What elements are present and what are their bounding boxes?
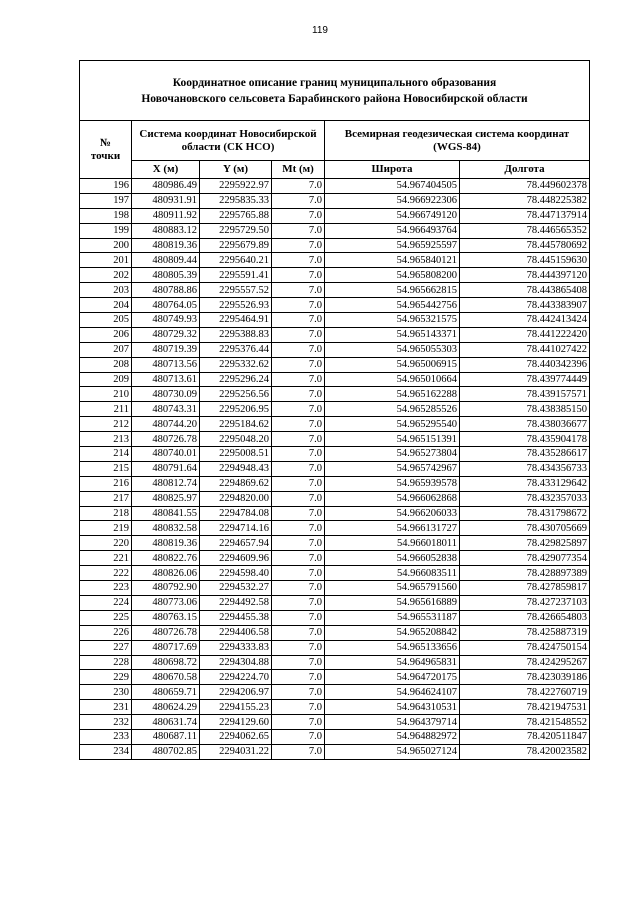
cell-longitude: 78.435904178 [460,432,590,447]
cell-x: 480624.29 [132,700,200,715]
cell-point-number: 216 [80,476,132,491]
cell-mt: 7.0 [272,357,325,372]
cell-longitude: 78.440342396 [460,357,590,372]
cell-longitude: 78.422760719 [460,685,590,700]
cell-mt: 7.0 [272,387,325,402]
table-row [80,372,590,387]
table-row [80,625,590,640]
cell-y: 2294492.58 [200,595,272,610]
cell-longitude: 78.445780692 [460,238,590,253]
table-row [80,670,590,685]
table-row [80,566,590,581]
table-row [80,551,590,566]
cell-y: 2295388.83 [200,327,272,342]
cell-point-number: 233 [80,729,132,744]
cell-y: 2294784.08 [200,506,272,521]
cell-x: 480763.15 [132,610,200,625]
cell-x: 480931.91 [132,193,200,208]
cell-x: 480659.71 [132,685,200,700]
cell-y: 2295008.51 [200,447,272,462]
cell-y: 2294532.27 [200,581,272,596]
title-line-2: Новочановского сельсовета Барабинского района Новосибирской области [141,92,528,105]
cell-latitude: 54.965010664 [325,372,460,387]
cell-latitude: 54.965208842 [325,625,460,640]
cell-latitude: 54.964379714 [325,715,460,730]
table-row [80,536,590,551]
cell-latitude: 54.965162288 [325,387,460,402]
cell-latitude: 54.966922306 [325,193,460,208]
cell-longitude: 78.426654803 [460,610,590,625]
cell-point-number: 200 [80,238,132,253]
cell-latitude: 54.966062868 [325,491,460,506]
cell-mt: 7.0 [272,327,325,342]
table-row [80,342,590,357]
cell-latitude: 54.967404505 [325,179,460,194]
cell-x: 480713.61 [132,372,200,387]
cell-y: 2295922.97 [200,179,272,194]
cell-point-number: 215 [80,461,132,476]
table-row [80,521,590,536]
cell-x: 480631.74 [132,715,200,730]
cell-point-number: 224 [80,595,132,610]
table-row [80,417,590,432]
cell-mt: 7.0 [272,700,325,715]
table-row [80,298,590,313]
cell-x: 480702.85 [132,744,200,759]
cell-longitude: 78.425887319 [460,625,590,640]
cell-longitude: 78.438036677 [460,417,590,432]
cell-point-number: 225 [80,610,132,625]
cell-mt: 7.0 [272,223,325,238]
table-row [80,387,590,402]
cell-point-number: 197 [80,193,132,208]
cell-point-number: 217 [80,491,132,506]
cell-x: 480822.76 [132,551,200,566]
cell-latitude: 54.965925597 [325,238,460,253]
cell-y: 2295296.24 [200,372,272,387]
cell-point-number: 205 [80,313,132,328]
cell-latitude: 54.966131727 [325,521,460,536]
table-row [80,729,590,744]
cell-point-number: 223 [80,581,132,596]
cell-y: 2294869.62 [200,476,272,491]
cell-mt: 7.0 [272,208,325,223]
cell-x: 480730.09 [132,387,200,402]
cell-mt: 7.0 [272,566,325,581]
table-row [80,313,590,328]
cell-x: 480825.97 [132,491,200,506]
cell-latitude: 54.965027124 [325,744,460,759]
table-row [80,744,590,759]
header-longitude: Долгота [460,161,590,179]
cell-x: 480749.93 [132,313,200,328]
cell-point-number: 213 [80,432,132,447]
cell-point-number: 212 [80,417,132,432]
cell-x: 480819.36 [132,536,200,551]
cell-mt: 7.0 [272,447,325,462]
cell-point-number: 198 [80,208,132,223]
cell-mt: 7.0 [272,283,325,298]
cell-point-number: 230 [80,685,132,700]
cell-y: 2295332.62 [200,357,272,372]
cell-mt: 7.0 [272,417,325,432]
cell-latitude: 54.965662815 [325,283,460,298]
cell-mt: 7.0 [272,179,325,194]
cell-y: 2294598.40 [200,566,272,581]
cell-latitude: 54.964965831 [325,655,460,670]
header-mt: Mt (м) [272,161,325,179]
cell-x: 480726.78 [132,432,200,447]
cell-latitude: 54.965939578 [325,476,460,491]
cell-latitude: 54.964720175 [325,670,460,685]
cell-point-number: 227 [80,640,132,655]
cell-longitude: 78.439774449 [460,372,590,387]
cell-point-number: 228 [80,655,132,670]
cell-point-number: 209 [80,372,132,387]
cell-point-number: 231 [80,700,132,715]
cell-latitude: 54.966749120 [325,208,460,223]
cell-x: 480740.01 [132,447,200,462]
cell-longitude: 78.434356733 [460,461,590,476]
cell-point-number: 214 [80,447,132,462]
cell-x: 480812.74 [132,476,200,491]
cell-mt: 7.0 [272,640,325,655]
table-row [80,283,590,298]
cell-y: 2295184.62 [200,417,272,432]
cell-longitude: 78.446565352 [460,223,590,238]
cell-longitude: 78.435286617 [460,447,590,462]
cell-x: 480832.58 [132,521,200,536]
table-row [80,461,590,476]
cell-mt: 7.0 [272,729,325,744]
cell-longitude: 78.439157571 [460,387,590,402]
cell-longitude: 78.424750154 [460,640,590,655]
table-row [80,447,590,462]
cell-y: 2295765.88 [200,208,272,223]
cell-y: 2295526.93 [200,298,272,313]
cell-x: 480713.56 [132,357,200,372]
cell-point-number: 210 [80,387,132,402]
table-row [80,595,590,610]
cell-y: 2294031.22 [200,744,272,759]
cell-point-number: 219 [80,521,132,536]
cell-x: 480792.90 [132,581,200,596]
cell-longitude: 78.427859817 [460,581,590,596]
cell-mt: 7.0 [272,610,325,625]
cell-y: 2295206.95 [200,402,272,417]
cell-longitude: 78.430705669 [460,521,590,536]
cell-x: 480687.11 [132,729,200,744]
cell-x: 480717.69 [132,640,200,655]
cell-mt: 7.0 [272,268,325,283]
cell-longitude: 78.429077354 [460,551,590,566]
cell-x: 480788.86 [132,283,200,298]
cell-mt: 7.0 [272,744,325,759]
cell-y: 2294206.97 [200,685,272,700]
cell-mt: 7.0 [272,193,325,208]
header-x: X (м) [132,161,200,179]
cell-mt: 7.0 [272,506,325,521]
cell-longitude: 78.447137914 [460,208,590,223]
cell-latitude: 54.965791560 [325,581,460,596]
cell-x: 480670.58 [132,670,200,685]
table-row [80,238,590,253]
cell-point-number: 232 [80,715,132,730]
cell-mt: 7.0 [272,253,325,268]
cell-longitude: 78.432357033 [460,491,590,506]
cell-y: 2294609.96 [200,551,272,566]
cell-latitude: 54.964624107 [325,685,460,700]
cell-longitude: 78.428897389 [460,566,590,581]
cell-x: 480744.20 [132,417,200,432]
cell-x: 480729.32 [132,327,200,342]
cell-x: 480986.49 [132,179,200,194]
cell-mt: 7.0 [272,313,325,328]
cell-mt: 7.0 [272,551,325,566]
cell-x: 480726.78 [132,625,200,640]
cell-x: 480698.72 [132,655,200,670]
table-row [80,268,590,283]
cell-point-number: 229 [80,670,132,685]
cell-mt: 7.0 [272,372,325,387]
header-nso-group: Система координат Новосибирской области (СК НСО) [132,121,325,161]
cell-longitude: 78.433129642 [460,476,590,491]
cell-point-number: 204 [80,298,132,313]
cell-latitude: 54.965006915 [325,357,460,372]
cell-latitude: 54.965143371 [325,327,460,342]
cell-latitude: 54.965295540 [325,417,460,432]
cell-latitude: 54.966083511 [325,566,460,581]
table-row [80,715,590,730]
cell-mt: 7.0 [272,432,325,447]
table-row [80,327,590,342]
cell-x: 480883.12 [132,223,200,238]
cell-x: 480719.39 [132,342,200,357]
table-row [80,402,590,417]
cell-x: 480805.39 [132,268,200,283]
cell-latitude: 54.964310531 [325,700,460,715]
table-body [80,179,590,760]
table-row [80,506,590,521]
page-number: 119 [312,25,328,36]
cell-latitude: 54.965273804 [325,447,460,462]
cell-latitude: 54.965055303 [325,342,460,357]
cell-latitude: 54.966206033 [325,506,460,521]
title-line-1: Координатное описание границ муниципального образования [172,76,497,89]
header-point-number [80,121,132,179]
cell-latitude: 54.965151391 [325,432,460,447]
cell-y: 2295835.33 [200,193,272,208]
cell-latitude: 54.965442756 [325,298,460,313]
cell-y: 2295557.52 [200,283,272,298]
cell-point-number: 201 [80,253,132,268]
table-row [80,476,590,491]
cell-latitude: 54.966052838 [325,551,460,566]
cell-longitude: 78.424295267 [460,655,590,670]
cell-longitude: 78.420511847 [460,729,590,744]
cell-y: 2294657.94 [200,536,272,551]
cell-y: 2294820.00 [200,491,272,506]
cell-point-number: 221 [80,551,132,566]
cell-point-number: 206 [80,327,132,342]
cell-longitude: 78.421548552 [460,715,590,730]
cell-x: 480791.64 [132,461,200,476]
cell-x: 480773.06 [132,595,200,610]
cell-latitude: 54.966018011 [325,536,460,551]
cell-latitude: 54.965133656 [325,640,460,655]
cell-latitude: 54.965840121 [325,253,460,268]
cell-mt: 7.0 [272,521,325,536]
cell-y: 2294455.38 [200,610,272,625]
cell-x: 480826.06 [132,566,200,581]
cell-y: 2295591.41 [200,268,272,283]
cell-longitude: 78.444397120 [460,268,590,283]
cell-mt: 7.0 [272,238,325,253]
table-row [80,491,590,506]
cell-latitude: 54.965285526 [325,402,460,417]
header-y: Y (м) [200,161,272,179]
cell-longitude: 78.431798672 [460,506,590,521]
cell-x: 480809.44 [132,253,200,268]
table-row [80,432,590,447]
cell-x: 480764.05 [132,298,200,313]
coordinates-table [79,60,590,760]
cell-point-number: 226 [80,625,132,640]
cell-latitude: 54.966493764 [325,223,460,238]
table-row [80,193,590,208]
cell-mt: 7.0 [272,670,325,685]
cell-longitude: 78.441222420 [460,327,590,342]
table-row [80,655,590,670]
cell-latitude: 54.965742967 [325,461,460,476]
cell-x: 480911.92 [132,208,200,223]
cell-y: 2294406.58 [200,625,272,640]
cell-mt: 7.0 [272,715,325,730]
table-row [80,640,590,655]
cell-longitude: 78.443383907 [460,298,590,313]
cell-point-number: 196 [80,179,132,194]
cell-mt: 7.0 [272,655,325,670]
header-wgs-group: Всемирная геодезическая система координат (WGS-84) [325,121,590,161]
cell-y: 2294155.23 [200,700,272,715]
table-row [80,179,590,194]
cell-longitude: 78.421947531 [460,700,590,715]
cell-point-number: 234 [80,744,132,759]
header-point-number-symbol: № [99,136,112,149]
cell-mt: 7.0 [272,402,325,417]
cell-mt: 7.0 [272,476,325,491]
cell-mt: 7.0 [272,625,325,640]
cell-latitude: 54.965808200 [325,268,460,283]
cell-latitude: 54.965616889 [325,595,460,610]
table-row [80,208,590,223]
table-row [80,581,590,596]
cell-x: 480841.55 [132,506,200,521]
cell-x: 480743.31 [132,402,200,417]
cell-point-number: 211 [80,402,132,417]
cell-point-number: 207 [80,342,132,357]
cell-longitude: 78.448225382 [460,193,590,208]
cell-longitude: 78.429825897 [460,536,590,551]
cell-y: 2294224.70 [200,670,272,685]
cell-point-number: 208 [80,357,132,372]
cell-point-number: 199 [80,223,132,238]
cell-y: 2295679.89 [200,238,272,253]
cell-y: 2294129.60 [200,715,272,730]
cell-mt: 7.0 [272,685,325,700]
cell-mt: 7.0 [272,491,325,506]
cell-y: 2294304.88 [200,655,272,670]
cell-y: 2295048.20 [200,432,272,447]
table-row [80,685,590,700]
cell-mt: 7.0 [272,342,325,357]
cell-y: 2295464.91 [200,313,272,328]
table-row [80,357,590,372]
cell-longitude: 78.438385150 [460,402,590,417]
cell-mt: 7.0 [272,581,325,596]
cell-mt: 7.0 [272,298,325,313]
header-point-number-word: точки [90,149,121,162]
cell-longitude: 78.427237103 [460,595,590,610]
cell-y: 2295256.56 [200,387,272,402]
header-latitude: Широта [325,161,460,179]
cell-longitude: 78.420023582 [460,744,590,759]
cell-y: 2294714.16 [200,521,272,536]
cell-y: 2295729.50 [200,223,272,238]
cell-y: 2294948.43 [200,461,272,476]
table-row [80,223,590,238]
table-row [80,610,590,625]
cell-x: 480819.36 [132,238,200,253]
cell-longitude: 78.442413424 [460,313,590,328]
cell-point-number: 220 [80,536,132,551]
cell-longitude: 78.443865408 [460,283,590,298]
cell-mt: 7.0 [272,536,325,551]
cell-latitude: 54.965531187 [325,610,460,625]
cell-latitude: 54.965321575 [325,313,460,328]
cell-longitude: 78.423039186 [460,670,590,685]
cell-y: 2295376.44 [200,342,272,357]
table-row [80,700,590,715]
cell-mt: 7.0 [272,461,325,476]
cell-latitude: 54.964882972 [325,729,460,744]
table-row [80,253,590,268]
cell-longitude: 78.441027422 [460,342,590,357]
cell-point-number: 222 [80,566,132,581]
cell-longitude: 78.449602378 [460,179,590,194]
table-title [80,61,590,121]
cell-longitude: 78.445159630 [460,253,590,268]
cell-point-number: 218 [80,506,132,521]
cell-y: 2294333.83 [200,640,272,655]
cell-y: 2294062.65 [200,729,272,744]
cell-y: 2295640.21 [200,253,272,268]
cell-point-number: 203 [80,283,132,298]
cell-point-number: 202 [80,268,132,283]
cell-mt: 7.0 [272,595,325,610]
